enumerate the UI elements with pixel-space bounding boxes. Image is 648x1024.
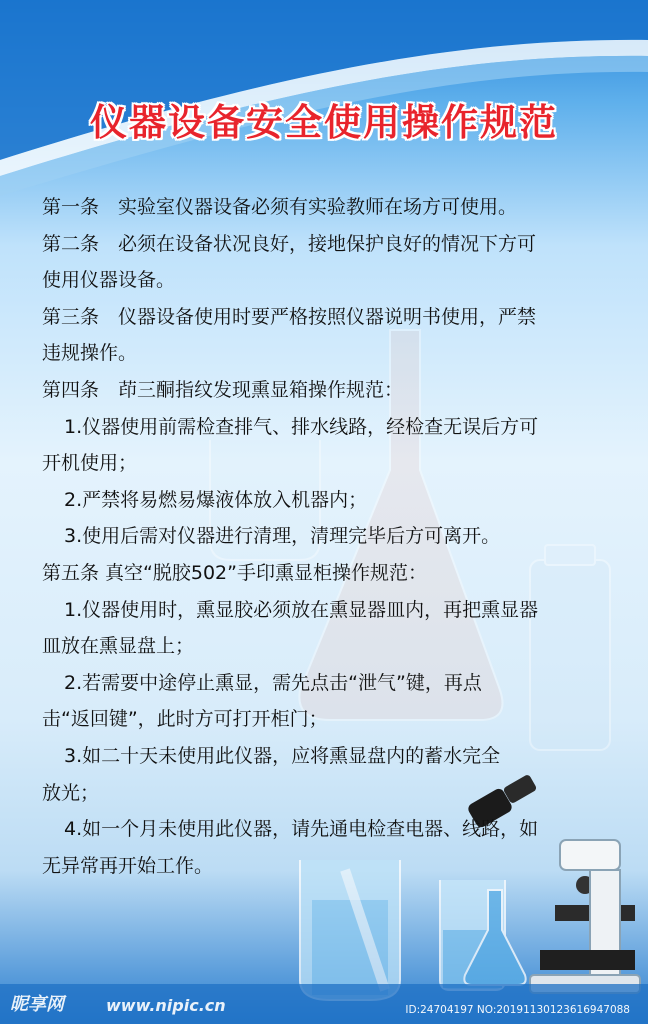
rule-line: 1.仪器使用前需检查排气、排水线路，经检查无误后方可 bbox=[64, 415, 539, 438]
rule-line: 2.若需要中途停止熏显，需先点击“泄气”键，再点 bbox=[64, 671, 482, 694]
rule-line: 开机使用； bbox=[42, 452, 138, 475]
rule-line: 3.如二十天未使用此仪器，应将熏显盘内的蓄水完全 bbox=[64, 744, 501, 767]
rule-line: 3.使用后需对仪器进行清理，清理完毕后方可离开。 bbox=[64, 525, 501, 548]
rule-line: 第五条 真空“脱胶502”手印熏显柜操作规范： bbox=[42, 561, 427, 584]
rule-line: 第二条 必须在设备状况良好，接地保护良好的情况下方可 bbox=[42, 232, 537, 255]
watermark-url: www.nipic.cn bbox=[106, 996, 226, 1015]
rules-content bbox=[42, 189, 642, 884]
rule-line: 第四条 茚三酮指纹发现熏显箱操作规范： bbox=[42, 378, 404, 401]
rule-line: 2.严禁将易燃易爆液体放入机器内； bbox=[64, 488, 368, 511]
rule-line: 第三条 仪器设备使用时要严格按照仪器说明书使用，严禁 bbox=[42, 305, 537, 328]
rule-line: 放光； bbox=[42, 781, 100, 804]
rule-line: 1.仪器使用时，熏显胶必须放在熏显器皿内，再把熏显器 bbox=[64, 598, 539, 621]
rule-line: 使用仪器设备。 bbox=[42, 269, 176, 292]
rule-line: 4.如一个月未使用此仪器，请先通电检查电器、线路，如 bbox=[64, 818, 539, 841]
rule-line: 第一条 实验室仪器设备必须有实验教师在场方可使用。 bbox=[42, 196, 518, 218]
watermark-logo: 昵享网 bbox=[10, 994, 64, 1015]
rule-line: 违规操作。 bbox=[42, 342, 138, 365]
rule-line: 击“返回键”，此时方可打开柜门； bbox=[42, 708, 328, 731]
rule-line: 无异常再开始工作。 bbox=[42, 854, 214, 877]
rule-line: 皿放在熏显盘上； bbox=[42, 635, 195, 658]
watermark-id: ID:24704197 NO:20191130123616947088 bbox=[405, 1004, 630, 1016]
page-title: 仪器设备安全使用操作规范 bbox=[90, 101, 558, 144]
